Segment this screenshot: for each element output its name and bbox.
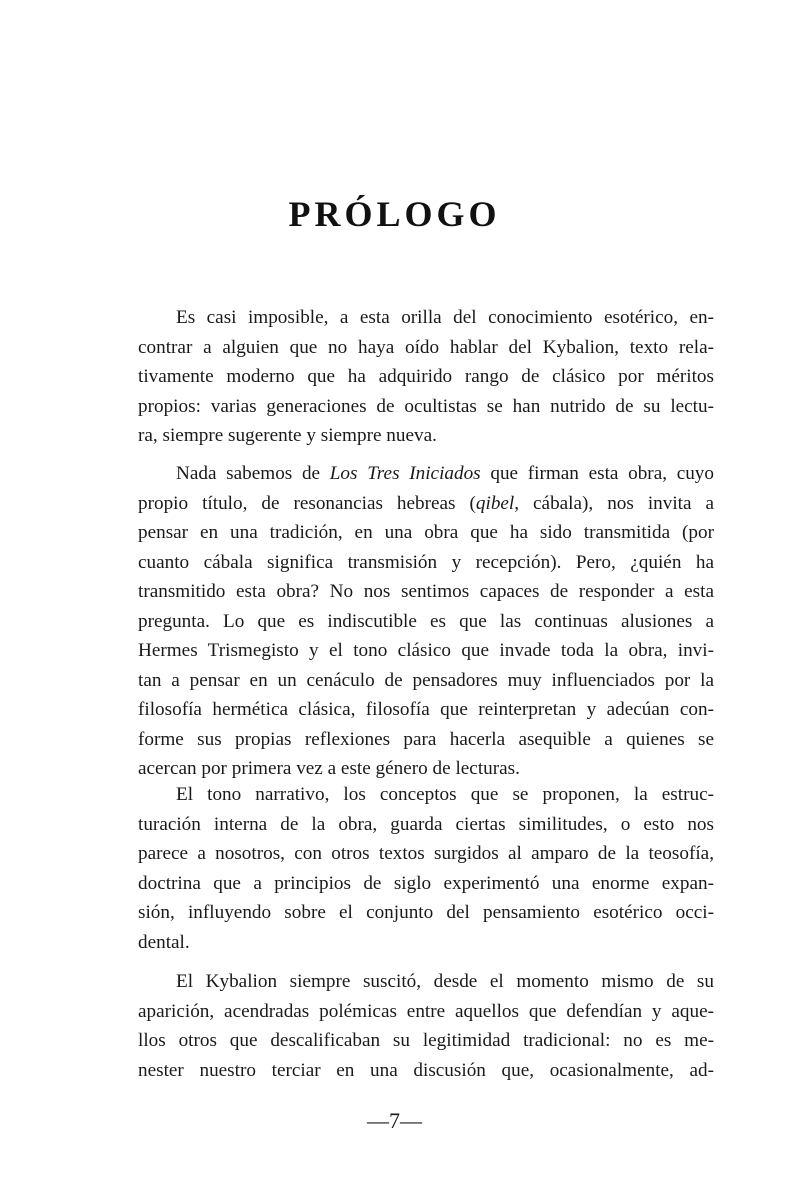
text-segment: filosofía hermética clásica, filosofía que reinterpretan y adecúan con- <box>138 699 714 720</box>
text-segment: que firman esta obra, cuyo <box>480 463 714 484</box>
paragraph-3 <box>138 780 714 957</box>
page-number: —7— <box>367 1108 422 1133</box>
paragraph-2 <box>138 459 714 784</box>
text-line <box>138 459 714 489</box>
text-line: dental. <box>138 931 190 953</box>
text-line <box>138 695 714 725</box>
text-line: propios: varias generaciones de ocultistas se han nutrido de su lectu- <box>138 395 714 417</box>
paragraph-4 <box>138 967 714 1085</box>
text-segment: forme sus propias reflexiones para hacerla asequible a quienes se <box>138 728 714 750</box>
text-line: Es casi imposible, a esta orilla del conocimiento esotérico, en- <box>176 307 714 328</box>
paragraph-1 <box>138 303 714 451</box>
text-segment: cuanto cábala significa transmisión y recepción). Pero, ¿quién ha <box>138 551 714 573</box>
text-segment: Nada sabemos de <box>176 463 330 484</box>
text-line <box>138 607 714 637</box>
text-segment: , cábala), nos invita a <box>514 492 715 514</box>
text-line: ra, siempre sugerente y siempre nueva. <box>138 425 437 446</box>
italic-text: qibel <box>475 492 515 514</box>
text-segment: acercan por primera vez a este género de lecturas. <box>138 758 520 779</box>
text-line: contrar a alguien que no haya oído hablar del Kybalion, texto rela- <box>138 336 714 358</box>
text-line: nester nuestro terciar en una discusión que, ocasionalmente, ad- <box>138 1059 714 1081</box>
text-line: parece a nosotros, con otros textos surgidos al amparo de la teosofía, <box>138 843 714 864</box>
text-segment: Hermes Trismegisto y el tono clásico que invade toda la obra, invi- <box>138 640 714 661</box>
text-line: aparición, acendradas polémicas entre aquellos que defendían y aque- <box>138 1000 714 1022</box>
text-segment: propio título, de resonancias hebreas ( <box>138 492 476 514</box>
chapter-title: PRÓLOGO <box>288 194 501 234</box>
text-segment: pregunta. Lo que es indiscutible es que las continuas alusiones a <box>138 610 714 632</box>
text-line: doctrina que a principios de siglo experimentó una enorme expan- <box>138 872 714 894</box>
text-line <box>138 548 714 578</box>
italic-text: Los Tres Iniciados <box>329 463 481 484</box>
text-segment: transmitido esta obra? No nos sentimos capaces de responder a esta <box>138 581 714 602</box>
text-line <box>138 666 714 696</box>
text-line: llos otros que descalificaban su legitimidad tradicional: no es me- <box>138 1030 714 1051</box>
text-line: turación interna de la obra, guarda ciertas similitudes, o esto nos <box>138 813 714 835</box>
text-line: sión, influyendo sobre el conjunto del pensamiento esotérico occi- <box>138 902 714 923</box>
text-segment: pensar en una tradición, en una obra que ha sido transmitida (por <box>138 522 714 543</box>
text-line <box>138 577 714 607</box>
text-line: El Kybalion siempre suscitó, desde el momento mismo de su <box>176 971 714 992</box>
text-line <box>138 636 714 666</box>
text-segment: tan a pensar en un cenáculo de pensadores muy influenciados por la <box>138 669 714 691</box>
text-line <box>138 725 714 755</box>
text-line <box>138 489 714 519</box>
text-line <box>138 518 714 548</box>
text-line: El tono narrativo, los conceptos que se proponen, la estruc- <box>176 784 714 805</box>
text-line: tivamente moderno que ha adquirido rango de clásico por méritos <box>138 366 714 387</box>
